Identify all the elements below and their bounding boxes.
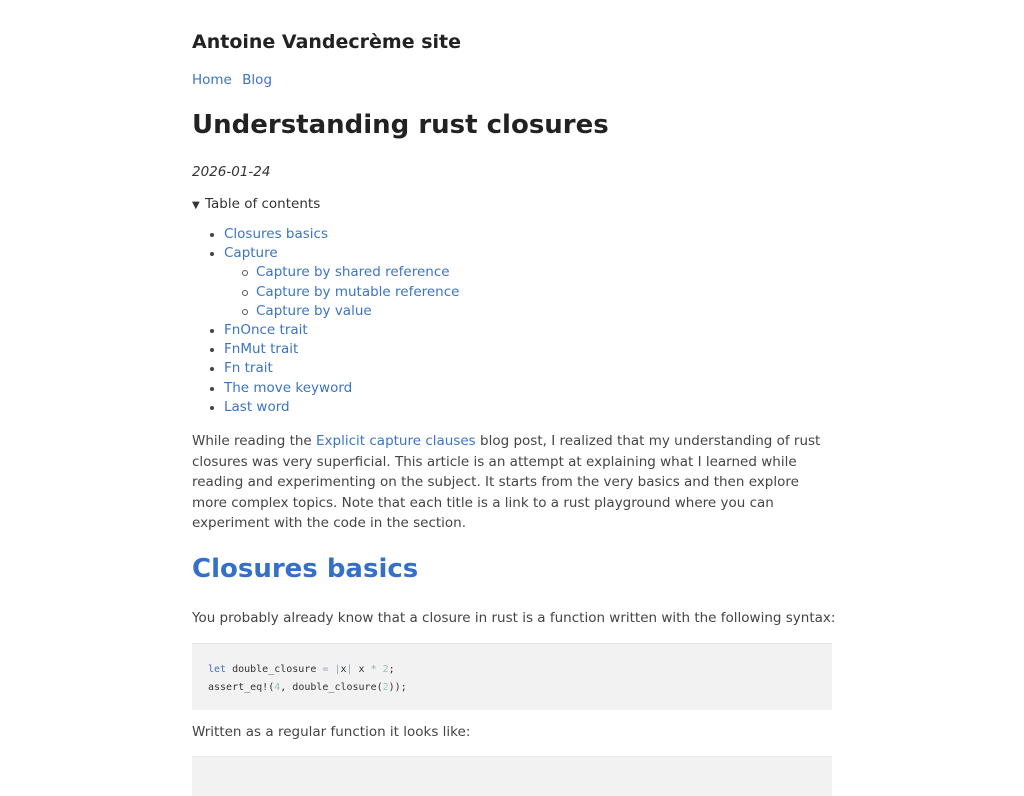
site-title: Antoine Vandecrème site [192,31,462,53]
code-operator: | [328,664,341,675]
hollow-bullet-icon [242,270,248,276]
closures-basics-playground-link[interactable]: Closures basics [192,554,419,584]
bullet-icon [210,252,214,256]
disclosure-triangle-icon: ▼ [192,200,200,211]
bullet-icon [210,387,214,391]
toc-item [192,340,832,359]
intro-paragraph [192,431,832,534]
toc-item [192,359,832,378]
bullet-icon [210,348,214,352]
site-nav [192,72,278,88]
toc-link-capture[interactable]: Capture [224,245,278,262]
post-date: 2026-01-24 [192,164,271,180]
code-token: ; [388,664,395,675]
intro-text: blog post, I realized that my understanding of rust closures was very superficial. This article is an attempt at explaining what I learned while reading and experimenting on the subject. It starts from the very basics and then explore more complex topics. Note that each title is a link to a rust playground where you can experiment with the code in the section. [192,433,821,531]
toc-link-fnonce[interactable]: FnOnce trait [224,321,308,338]
toc-item [192,225,832,244]
toc-toggle[interactable] [192,196,832,212]
toc-link-closures-basics[interactable]: Closures basics [224,226,328,242]
toc-link-capture-by-value[interactable]: Capture by value [256,302,372,319]
nav-home-link[interactable]: Home [192,72,232,88]
hollow-bullet-icon [242,309,248,315]
code-block [192,756,832,796]
toc-item [192,398,832,417]
code-number: 2 [376,664,389,675]
bullet-icon [210,367,214,371]
table-of-contents [192,196,832,417]
code-token: x [340,664,347,675]
toc-link-fnmut[interactable]: FnMut trait [224,341,299,358]
nav-blog-link[interactable]: Blog [242,72,273,88]
code-operator: = [322,664,329,675]
code-token: )); [388,682,407,693]
toc-subitem [192,263,832,282]
section-heading-closures-basics [192,554,418,584]
code-number: 4 [274,682,281,693]
body-paragraph: Written as a regular function it looks like: [192,724,471,740]
code-token: x [352,664,371,675]
toc-subitem [192,283,832,302]
explicit-capture-clauses-link[interactable]: Explicit capture clauses [316,433,476,449]
body-paragraph: You probably already know that a closure in rust is a function written with the following syntax: [192,610,836,626]
toc-link-capture-shared-ref[interactable]: Capture by shared reference [256,264,450,281]
code-token: double_closure [226,664,323,675]
toc-summary-label: Table of contents [205,196,321,212]
hollow-bullet-icon [242,290,248,296]
bullet-icon [210,233,214,237]
toc-item [192,244,832,263]
code-token: , double_closure( [280,682,383,693]
toc-item [192,321,832,340]
code-block [192,643,832,710]
code-keyword: let [208,664,227,675]
toc-list [192,225,832,417]
code-operator: | [346,664,353,675]
toc-subitem [192,302,832,321]
code-token: assert_eq!( [208,682,275,693]
toc-link-last-word[interactable]: Last word [224,398,290,415]
intro-text: While reading the [192,433,317,449]
post-title: Understanding rust closures [192,110,609,140]
toc-link-fn[interactable]: Fn trait [224,360,273,377]
bullet-icon [210,329,214,333]
bullet-icon [210,406,214,410]
toc-link-move-keyword[interactable]: The move keyword [224,379,353,396]
toc-link-capture-mutable-ref[interactable]: Capture by mutable reference [256,283,460,300]
toc-item [192,379,832,398]
code-number: 2 [382,682,389,693]
code-operator: * [370,664,377,675]
